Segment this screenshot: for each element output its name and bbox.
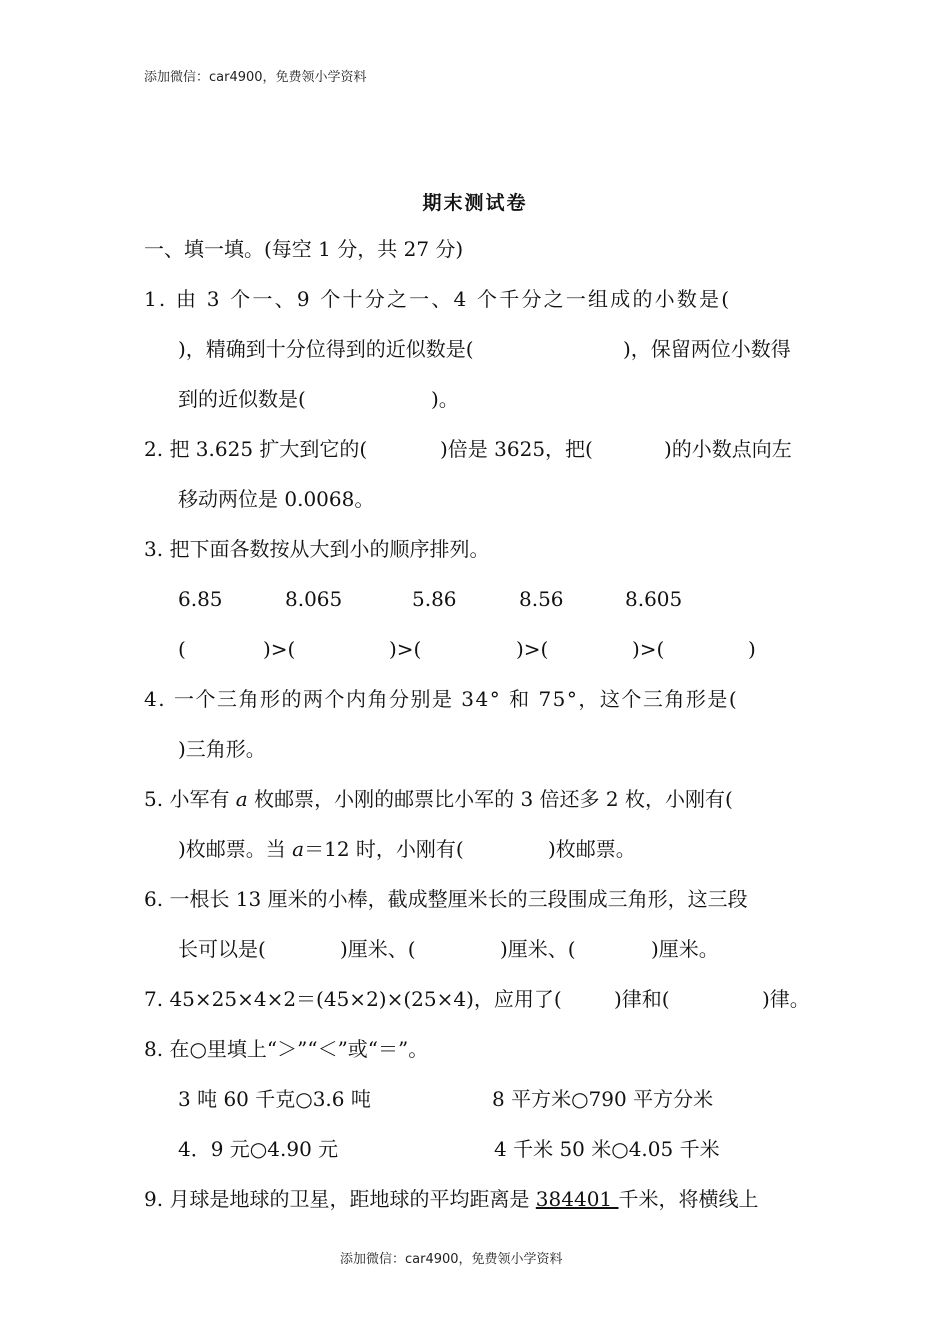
q3-number: 8.56 [519,587,564,611]
q8-item: 4 千米 50 米○4.05 千米 [494,1137,720,1161]
q3-line1: 3. 把下面各数按从大到小的顺序排列。 [144,537,490,561]
q1-line3b: )。 [431,387,459,411]
q9-line1: 9. 月球是地球的卫星，距地球的平均距离是 384401 千米，将横线上 [144,1187,759,1211]
q7-line1a: 7. 45×25×4×2＝(45×2)×(25×4)，应用了( [144,987,562,1011]
footer-note: 添加微信：car4900，免费领小学资料 [340,1252,563,1267]
q8-line1: 8. 在○里填上“＞”“＜”或“＝”。 [144,1037,429,1061]
page-title: 期末测试卷 [422,192,528,214]
q6-line1: 6. 一根长 13 厘米的小棒，截成整厘米长的三段围成三角形，这三段 [144,887,748,911]
underlined-number: 384401 [535,1187,619,1211]
section-heading: 一、填一填。(每空 1 分，共 27 分) [144,237,464,261]
variable-a: a [292,837,305,861]
q7-line1b: )律和( [614,987,670,1011]
q3-number: 8.065 [285,587,343,611]
q8-item: 8 平方米○790 平方分米 [492,1087,714,1111]
q3-number: 6.85 [178,587,223,611]
q2-line1a: 2. 把 3.625 扩大到它的( [144,437,368,461]
q1-line2b: )，保留两位小数得 [623,337,791,361]
q8-item: 4．9 元○4.90 元 [178,1137,339,1161]
q2-line1c: )的小数点向左 [664,437,792,461]
q8-item: 3 吨 60 千克○3.6 吨 [178,1087,371,1111]
q3-slot: )>( [389,637,422,661]
q3-slot: ( [178,637,186,661]
q6-line2b: )厘米、( [340,937,416,961]
q1-line3a: 到的近似数是( [178,387,306,411]
q3-number: 5.86 [412,587,457,611]
header-note: 添加微信：car4900，免费领小学资料 [144,70,367,85]
q7-line1c: )律。 [762,987,810,1011]
q3-slot: )>( [632,637,665,661]
q4-line2: )三角形。 [178,737,266,761]
q2-line1b: )倍是 3625，把( [440,437,593,461]
variable-a: a [235,787,248,811]
q5-line1: 5. 小军有 a 枚邮票，小刚的邮票比小军的 3 倍还多 2 枚，小刚有( [144,787,733,811]
q6-line2a: 长可以是( [178,937,266,961]
q2-line2: 移动两位是 0.0068。 [178,487,375,511]
q6-line2d: )厘米。 [651,937,719,961]
q5-line2c: )枚邮票。 [548,837,636,861]
q3-number: 8.605 [625,587,683,611]
q3-slot: ) [748,637,756,661]
q3-slot: )>( [263,637,296,661]
q1-line1: 1. 由 3 个一、9 个十分之一、4 个千分之一组成的小数是( [144,287,732,311]
q6-line2c: )厘米、( [500,937,576,961]
q1-line2a: )，精确到十分位得到的近似数是( [178,337,474,361]
q5-line2a: )枚邮票。当 a＝12 时，小刚有( [178,837,464,861]
q3-slot: )>( [516,637,549,661]
q4-line1: 4. 一个三角形的两个内角分别是 34° 和 75°，这个三角形是( [144,687,739,711]
